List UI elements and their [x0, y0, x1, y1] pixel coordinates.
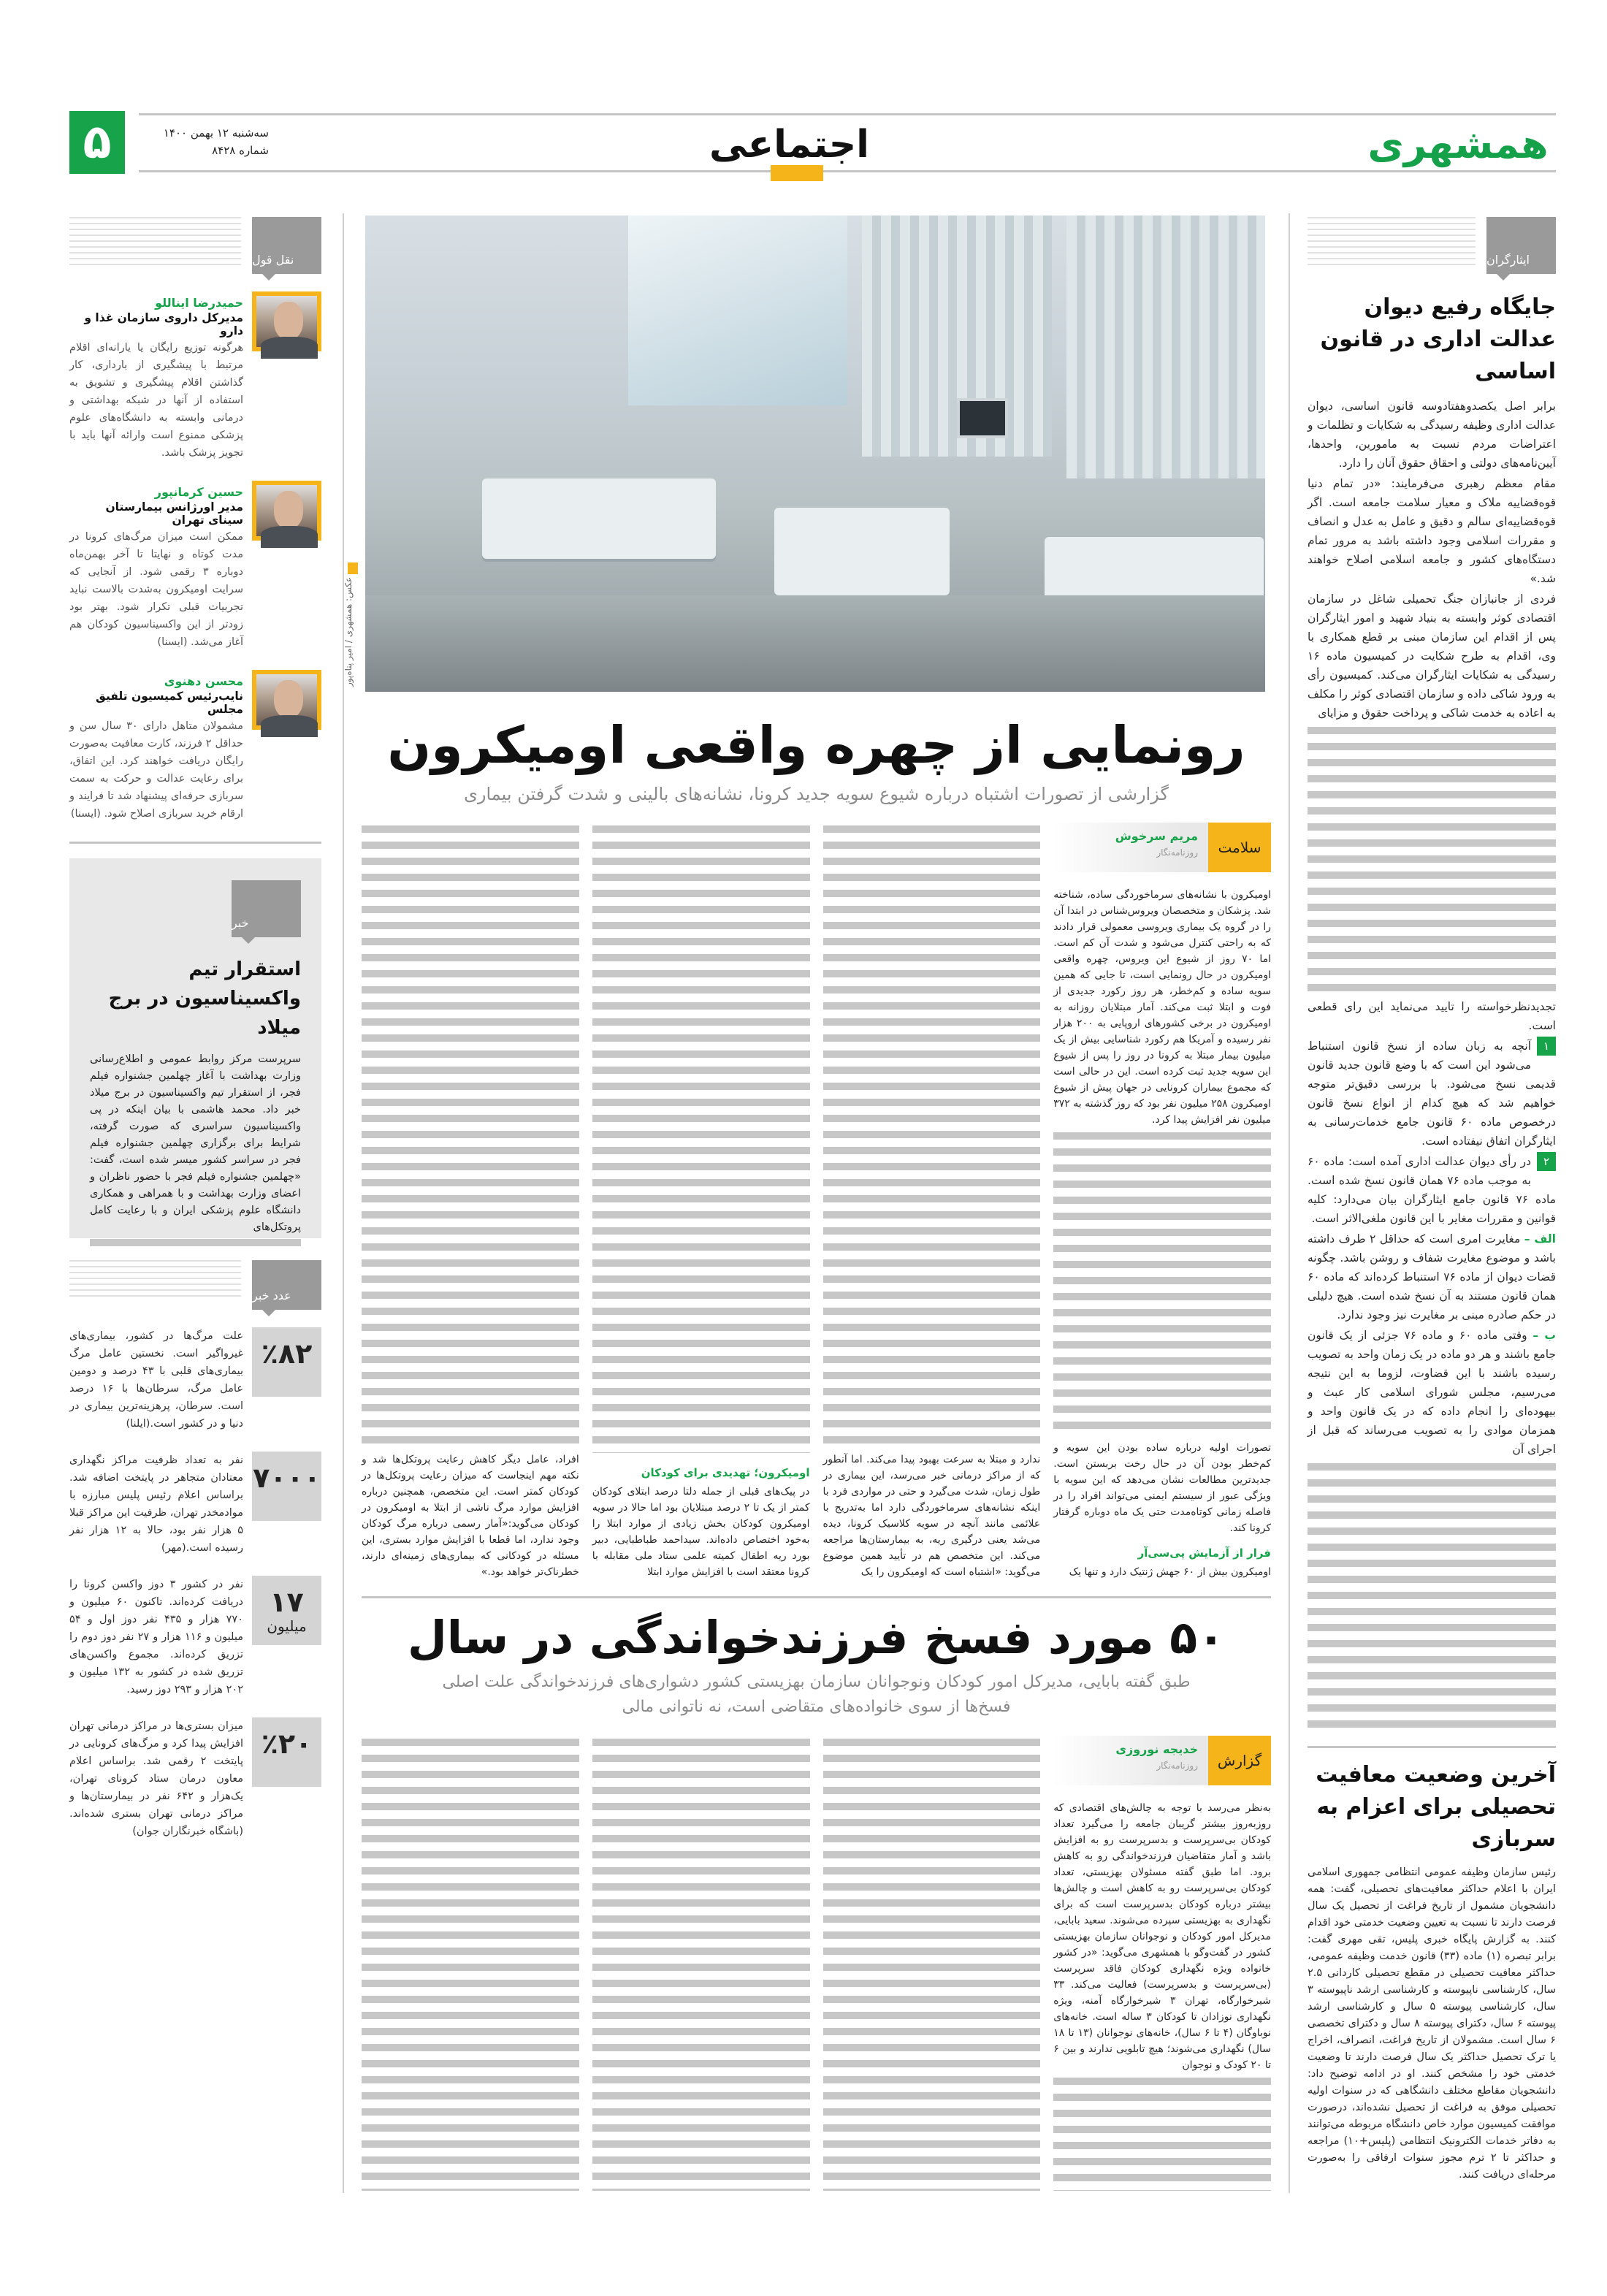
photo-window — [628, 216, 847, 405]
quote-text: هرگونه توزیع رایگان یا یارانه‌ای اقلام مرتبط با پیشگیری از بارداری، کار گذاشتن اقلام پیشگیری و تشویق به استفاده از آنها در شبکه بهداشتی و درمانی وابسته به دانشگاه‌های علوم پزشکی ممنوع است وارائه آنها باید با تجویز پزشک باشد. — [69, 342, 243, 459]
paragraph: اومیکرون با نشانه‌های سرماخوردگی ساده، شناخته شد. پزشکان و متخصصان ویروس‌شناس در ابتدا آن را در گروه یک بیماری ویروسی معمولی قرار دادند که به راحتی کنترل می‌شود و شدت آن کم است. اما ۷۰ روز از شیوع این ویروس، چهره واقعی اومیکرون در حال رونمایی است، تا جایی که همین سویه ساده و کم‌خطر، هر روز رکورد جدیدی از فوت و ابتلا ثبت می‌کند. آمار مبتلایان روزانه به اومیکرون در برخی کشورهای اروپایی به ۲۰۰ هزار نفر رسیده و آمریکا هم رکورد شناسایی بیش از یک میلیون بیمار مبتلا به کرونا در روز را پس از شیوع این سویه جدید ثبت کرده است. این در حالی است که مجموع بیماران کرونایی در جهان پیش از شیوع اومیکرون ۲۵۸ میلیون نفر بود که روز گذشته به ۳۷۲ میلیون نفر افزایش پیدا کرد. — [1053, 889, 1271, 1126]
paragraph: تصورات اولیه درباره ساده بودن این سویه و کم‌خطر بودن آن در حال رخت بربستن است. جدیدترین مطالعات نشان می‌دهد که این سویه با ویژگی عبور از سیستم ایمنی می‌تواند افراد را در فاصله زمانی کوتاه‌مدت حتی یک ماه دوباره گرفتار کرونا کند. — [1053, 1442, 1271, 1534]
quote — [69, 291, 321, 462]
article-column — [362, 1736, 579, 2195]
header-top-rule — [139, 113, 1556, 115]
page-number: ۵ — [69, 111, 125, 174]
section-label-numbers: عدد خبر — [252, 1260, 321, 1310]
numbered-item — [1308, 1152, 1556, 1228]
text-block — [362, 825, 579, 1447]
text-block — [823, 825, 1041, 1447]
quote-role: مدیرکل داروی سازمان غذا و دارو — [84, 311, 243, 337]
item-text: آنچه به زبان ساده از نسخ قانون استنباط می‌شود این است که با وضع قانون جدید قانون قدیمی نسخ می‌شود. با بررسی دقیق‌تر متوجه خواهیم شد که هیچ کدام از انواع نسخ قانون درخصوص ماده ۶۰ قانون جامع خدمات‌رسانی به ایثارگران اتفاق نیفتاده است. — [1308, 1039, 1556, 1148]
article-column — [1053, 823, 1271, 1582]
text-block — [592, 1739, 810, 2191]
article-column — [823, 1736, 1041, 2195]
stat-number: ۱۷ — [270, 1586, 304, 1618]
article-divider — [362, 1596, 1271, 1598]
quote-author: حمیدرضا ایناللو — [155, 296, 243, 310]
article-columns — [362, 823, 1271, 1582]
item-text: وقتی ماده ۶۰ و ماده ۷۶ جزئی از یک قانون جامع باشند و هر دو ماده در یک زمان واحد به تصویب رسیده باشند با این قضاوت، لزوما به این نتیجه می‌رسیم، مجلس شورای اسلامی کار عبث و بیهوده‌ای را انجام داده که در یک قانون واحد و همزمان موادی را به تصویب می‌رساند که قبل از اجرای آن — [1308, 1328, 1556, 1456]
text-block — [1308, 727, 1556, 993]
main-headline: رونمایی از چهره واقعی اومیکرون — [387, 715, 1245, 775]
stat-text: نفر در کشور ۳ دوز واکسن کرونا را دریافت کرده‌اند. تاکنون ۶۰ میلیون و ۷۷۰ هزار و ۴۳۵ نفر دوز اول و ۵۴ میلیون و ۱۱۶ هزار و ۲۷ نفر دوز دوم را تزریق کرده‌اند. مجموع واکسن‌های تزریق شده در کشور به ۱۳۲ میلیون و ۲۰۲ هزار و ۲۹۳ دوز رسید. — [69, 1579, 244, 1696]
column-divider — [1289, 213, 1290, 2193]
avatar — [252, 481, 321, 541]
issue-number: شماره ۸۴۲۸ — [212, 144, 269, 157]
paragraph: به‌نظر می‌رسد با توجه به چالش‌های اقتصادی که روزبه‌روز بیشتر گریبان جامعه را می‌گیرد تعداد کودکان بی‌سرپرست و بدسرپرست رو به افزایش باشد و آمار متقاضیان فرزندخواندگی رو به کاهش برود. اما طبق گفته مسئولان بهزیستی، تعداد کودکان بی‌سرپرست رو به کاهش است و چالش‌ها بیشتر درباره کودکان بدسرپرست است که برای نگهداری به بهزیستی سپرده می‌شوند. سعید بابایی، مدیرکل امور کودکان و نوجوانان سازمان بهزیستی کشور در گفت‌وگو با همشهری می‌گوید: «در کشور خانواده ویژه نگهداری کودکان فاقد سرپرست (بی‌سرپرست و بدسرپرست) فعالیت می‌کند. ۳۳ شیرخوارگاه، تهران ۳ شیرخوارگاه آمنه، ویژه نگهداری نوزادان تا کودکان ۳ ساله است. خانه‌های نوباوگان (۴ تا ۶ سال)، خانه‌های نوجوانان (۱۳ تا ۱۸ سال) نگهداری می‌شوند؛ هیچ تابلویی ندارند و بین ۶ تا ۲۰ کودک و نوجوان — [1053, 1802, 1271, 2071]
second-subheadline: طبق گفته بابایی، مدیرکل امور کودکان ونوجوانان سازمان بهزیستی کشور دشواری‌های فرزندخواندگی علت اصلی فسخ‌ها از سوی خانواده‌های متقاضی است، نه ناتوانی مالی — [442, 1673, 1191, 1716]
paragraph: برابر اصل یکصدوهفتادوسه قانون اساسی، دیوان عدالت اداری وظیفه رسیدگی به شکایات و تظلمات و اعتراضات مردم نسبت به مامورین، واحدها، آیین‌نامه‌های دولتی و احقاق حقوق آنان را دارد. — [1308, 400, 1556, 470]
lettered-item — [1308, 1229, 1556, 1324]
text-block — [1053, 1132, 1271, 1435]
right-headline: جایگاه رفیع دیوان عدالت اداری در قانون اساسی — [1320, 294, 1556, 384]
main-subheadline: گزارشی از تصورات اشتباه درباره شیوع سویه جدید کرونا، نشانه‌های بالینی و شدت گرفتن بیماری — [464, 784, 1169, 804]
article-column — [823, 823, 1041, 1582]
text-block — [1308, 1463, 1556, 1729]
stat-value — [252, 1452, 321, 1521]
lettered-item — [1308, 1326, 1556, 1459]
second-article — [362, 1606, 1271, 2195]
label-row — [1308, 217, 1556, 274]
right-divider — [1308, 1746, 1556, 1748]
stat-value — [252, 1327, 321, 1397]
article-column — [362, 823, 579, 1582]
stat-number: ٪۸۲ — [261, 1338, 313, 1370]
stat-item — [69, 1576, 321, 1698]
article-column — [592, 1736, 810, 2195]
article-column — [1053, 1736, 1271, 2195]
author-name: خدیجه نوروزی — [1115, 1742, 1198, 1756]
category-label: سلامت — [1208, 823, 1271, 872]
article-columns — [362, 1736, 1271, 2195]
quote-role: نایب‌رئیس کمیسیون تلفیق مجلس — [95, 690, 243, 716]
label-stripes — [69, 217, 241, 268]
section-label-isargaran: ایثارگران — [1486, 217, 1556, 274]
right-bottom-body — [1308, 1864, 1556, 2195]
news-body — [90, 1051, 301, 1259]
paragraph: افراد، عامل دیگر کاهش رعایت پروتکل‌ها شد و نکته مهم اینجاست که میزان رعایت پروتکل‌ها در کودکان کمتر است. این متخصص، همچنین درباره افزایش موارد مرگ ناشی از ابتلا به اومیکرون در کودکان می‌گوید:«آمار رسمی درباره مرگ کودکان وجود ندارد، اما قطعا با افزایش موارد بستری، این مسئله در کودکانی که بیماری‌های زمینه‌ای دارند، خطرناک‌تر خواهد بود.» — [362, 1454, 579, 1578]
byline — [1053, 823, 1271, 872]
stat-text: نفر به تعداد ظرفیت مراکز نگهداری معتادان متجاهر در پایتخت اضافه شد. براساس اعلام رئیس پلیس مبارزه با موادمخدر تهران، ظرفیت این مراکز قبلا ۵ هزار نفر بود، حالا به ۱۲ هزار نفر رسیده است.(مهر) — [69, 1454, 243, 1554]
avatar — [252, 291, 321, 351]
quote — [69, 670, 321, 823]
quote — [69, 481, 321, 651]
paragraph: در پیک‌های قبلی از جمله دلتا درصد ابتلای کودکان کمتر از یک تا ۲ درصد مبتلایان بود اما حالا در سویه اومیکرون کودکان بخش زیادی از موارد ابتلا را به‌خود اختصاص داده‌اند. سیداحمد طباطبایی، دبیر بورد ریه اطفال کمیته علمی ستاد ملی مقابله با کرونا معتقد است با افزایش موارد ابتلا — [592, 1486, 810, 1578]
article-column — [592, 823, 810, 1582]
paragraph: سرپرست مرکز روابط عمومی و اطلاع‌رسانی وزارت بهداشت با آغاز چهلمین جشنواره فیلم فجر، از استقرار تیم واکسیناسیون در برج میلاد خبر داد. محمد هاشمی با بیان اینکه در پی واکسیناسیون سراسری که صورت گرفته، شرایط برای برگزاری چهلمین جشنواره فیلم فجر در سراسر کشور میسر شده است، گفت: «چهلمین جشنواره فیلم فجر با حضور ناظران و اعضای وزارت بهداشت و با همراهی و همکاری دانشگاه علوم پزشکی ایران و با رعایت کامل پروتکل‌های — [90, 1053, 301, 1233]
photo-monitor — [957, 398, 1008, 438]
quote-author: محسن دهنوی — [164, 674, 243, 688]
byline — [1053, 1736, 1271, 1785]
left-column — [69, 217, 321, 2197]
avatar — [252, 670, 321, 730]
photo-bed — [482, 478, 716, 559]
text-block — [592, 825, 810, 1453]
label-stripes — [69, 1260, 241, 1297]
photo-credit: عکس: همشهری / امیر پناه‌پور — [343, 577, 354, 687]
main-article — [362, 709, 1271, 1582]
photo-credit-marker — [348, 562, 358, 574]
author-role: روزنامه‌نگار — [1156, 847, 1198, 858]
right-bottom-headline: آخرین وضعیت معافیت تحصیلی برای اعزام به سربازی — [1316, 1762, 1556, 1852]
header-bottom-rule — [139, 170, 1556, 172]
issue-info — [137, 124, 269, 159]
section-label-quotes: نقل قول — [252, 217, 321, 274]
stat-number: ٪۲۰ — [261, 1728, 313, 1760]
paragraph: ندارد و مبتلا به سرعت بهبود پیدا می‌کند. اما آنطور که از مراکز درمانی خبر می‌رسد، این بیماری در طول زمان، شدت می‌گیرد و حتی در مواردی فرد با اینکه نشانه‌های سرماخوردگی دارد اما به‌تدریج با علائمی مانند آنچه در سویه کلاسیک کرونا، دیده می‌شد یعنی درگیری ریه، به بیمارستان‌ها مراجعه می‌کند. این متخصص هم در تأیید همین موضوع می‌گوید: «اشتباه است که اومیکرون را یک — [822, 1454, 1041, 1578]
stat-item — [69, 1327, 321, 1433]
stat-value — [252, 1576, 321, 1645]
quote-text: ممکن است میزان مرگ‌های کرونا در مدت کوتاه و نهایتا تا آخر بهمن‌ماه دوباره ۳ رقمی شود. از آنجایی که سرایت اومیکرون به‌شدت بالاست نباید تجربیات قبلی تکرار شود. بهتر بود زودتر از این واکسیناسیون کودکان هم آغاز می‌شد. (ایسنا) — [69, 531, 244, 648]
item-text: در رأی دیوان عدالت اداری آمده است: ماده ۶۰ به موجب ماده ۷۶ همان قانون نسخ شده است. ماده ۷۶ قانون جامع ایثارگران بیان می‌دارد: کلیه قوانین و مقررات مغایر با این قانون ملغی‌الاثر است. — [1308, 1154, 1556, 1225]
item-text: مغایرت امری است که حداقل ۲ طرف داشته باشد و موضوع مغایرت شفاف و روشن باشد. چگونه قضات دیوان از ماده ۷۶ استنباط کرده‌اند که ماده ۶۰ همان قانون مستند به آن نسخ شده است. هیچ دلیلی در حکم صادره مبنی بر مغایرت نیز وجود ندارد. — [1308, 1232, 1556, 1321]
left-divider — [69, 842, 321, 844]
item-letter: الف – — [1524, 1232, 1556, 1246]
column-divider — [343, 213, 344, 2193]
author-role: روزنامه‌نگار — [1156, 1761, 1198, 1771]
section-underline — [771, 165, 823, 181]
quote-author: حسین کرمانپور — [154, 485, 243, 499]
label-row — [69, 217, 321, 274]
label-row — [69, 1260, 321, 1310]
section-label-news: خبر — [232, 880, 301, 937]
stat-item — [69, 1717, 321, 1840]
stat-number: ۷۰۰۰ — [253, 1462, 321, 1494]
paragraph: مقام معظم رهبری می‌فرمایند: «در تمام دنیا قوه‌قضاییه ملاک و معیار سلامت جامعه است. اگر قوه‌قضاییه‌ای سالم و دقیق و عامل به عدل و انصاف و مقررات اسلامی وجود داشته باشد به مرور تمام دستگاه‌های کشور و جامعه اسلامی اصلاح خواهند شد.» — [1308, 477, 1556, 585]
label-row — [90, 880, 301, 937]
news-box — [69, 858, 321, 1238]
text-block — [1053, 2078, 1271, 2191]
author-name: مریم سرخوش — [1115, 829, 1198, 843]
stat-text: میزان بستری‌ها در مراکز درمانی تهران افزایش پیدا کرد و مرگ‌های کرونایی در پایتخت ۲ رقمی شد. براساس اعلام معاون درمان ستاد کرونای تهران، یک‌هزار و ۶۴۲ نفر در بیمارستان‌ها و مراکز درمانی تهران بستری شده‌اند. (باشگاه خبرنگاران جوان) — [69, 1720, 243, 1837]
right-article — [1308, 217, 1556, 1733]
stat-text: علت مرگ‌ها در کشور، بیماری‌های غیرواگیر است. نخستین عامل مرگ بیماری‌های قلبی با ۴۳ درصد و دومین عامل مرگ، سرطان‌ها با ۱۶ درصد است. سرطان، پرهزینه‌ترین بیماری در دنیا و در کشور است.(ایلنا) — [69, 1330, 244, 1430]
quote-text: مشمولان متاهل دارای ۳۰ سال سن و حداقل ۲ فرزند، کارت معافیت به‌صورت رایگان دریافت خواهند کرد. این اتفاق، برای رعایت عدالت و حرکت به سمت سربازی حرفه‌ای پیشنهاد شد تا فرایند و ارقام خرید سربازی اصلاح شود. (ایسنا) — [69, 720, 244, 820]
paragraph: فردی از جانبازان جنگ تحمیلی شاغل در سازمان اقتصادی کوثر وابسته به بنیاد شهید و امور ایثارگران پس از اقدام این سازمان مبنی بر قطع همکاری با وی، اقدام به طرح شکایت در کمیسیون ماده ۱۶ رسیدگی به شکایات ایثارگران می‌کند. کمیسیون رأی به ورود شاکی داده و سازمان اقتصادی کوثر را مکلف به اعاده به خدمت شاکی و پرداخت حقوق و مزایای — [1308, 592, 1556, 720]
item-number-badge: ۲ — [1537, 1152, 1556, 1171]
text-block — [362, 1739, 579, 2191]
newspaper-logo: همشهری — [1367, 121, 1549, 167]
section-title: اجتماعی — [709, 123, 869, 167]
paragraph: تجدیدنظرخواسته را تایید می‌نماید این رای قطعی است. — [1308, 999, 1556, 1032]
right-article-body — [1308, 397, 1556, 1733]
second-headline: ۵۰ مورد فسخ فرزندخواندگی در سال — [408, 1611, 1225, 1664]
stat-unit: میلیون — [267, 1617, 307, 1635]
paragraph: رئیس سازمان وظیفه عمومی انتظامی جمهوری اسلامی ایران با اعلام حداکثر معافیت‌های تحصیلی، گفت: همه دانشجویان مشمول از تاریخ فراغت از تحصیل یک سال فرصت دارند تا نسبت به تعیین وضعیت خدمتی خود اقدام کنند. به گزارش پایگاه خبری پلیس، تقی مهری گفت: برابر تبصره (۱) ماده (۳۳) قانون خدمت وظیفه عمومی، حداکثر معافیت تحصیلی در مقطع تحصیلی کاردانی ۲.۵ سال، کارشناسی ناپیوسته و کارشناسی ارشد ناپیوسته ۳ سال، کارشناسی پیوسته ۵ سال و کارشناسی ارشد پیوسته ۶ سال، دکترای پیوسته ۸ سال و دکترای تخصصی ۶ سال است. مشمولان از تاریخ فراغت، انصراف، اخراج یا ترک تحصیل حداکثر یک سال فرصت دارند تا وضعیت خدمتی خود را مشخص کنند. او در ادامه توضیح داد: دانشجویان مقاطع مختلف دانشگاهی که در سنوات اولیه تحصیلی موفق به فراغت از تحصیل نشده‌اند، درصورت موافقت کمیسیون موارد خاص دانشگاه مربوطه می‌توانند به دفاتر خدمات الکترونیک انتظامی (پلیس+۱۰) مراجعه و حداکثر تا ۲ ترم مجوز سنوات ارفاقی را به‌صورت مرحله‌ای دریافت کنند. — [1308, 1866, 1557, 2181]
news-headline: استقرار تیم واکسیناسیون در برج میلاد — [108, 958, 301, 1039]
numbered-item — [1308, 1037, 1556, 1151]
right-bottom-article — [1308, 1759, 1556, 2195]
label-stripes — [1308, 217, 1476, 268]
stat-value — [252, 1717, 321, 1787]
item-number-badge: ۱ — [1537, 1037, 1556, 1056]
photo-curtain — [1066, 216, 1265, 478]
article-subhead: اومیکرون؛ تهدیدی برای کودکان — [641, 1466, 810, 1479]
stat-item — [69, 1452, 321, 1557]
category-label: گزارش — [1208, 1736, 1271, 1785]
item-letter: ب – — [1532, 1328, 1556, 1342]
text-block — [90, 1239, 301, 1255]
article-subhead: فرار از آزمایش پی‌سی‌آر — [1137, 1546, 1271, 1560]
text-block — [823, 1739, 1041, 2191]
hospital-ward-photo — [365, 216, 1265, 692]
paragraph: اومیکرون بیش از ۶۰ جهش ژنتیک دارد و تنها یک — [1069, 1566, 1271, 1578]
photo-floor — [365, 595, 1265, 692]
quote-role: مدیر اورژانس بیمارستان سینای تهران — [105, 500, 243, 527]
photo-bed — [774, 508, 950, 595]
issue-date: سه‌شنبه ۱۲ بهمن ۱۴۰۰ — [163, 126, 269, 140]
